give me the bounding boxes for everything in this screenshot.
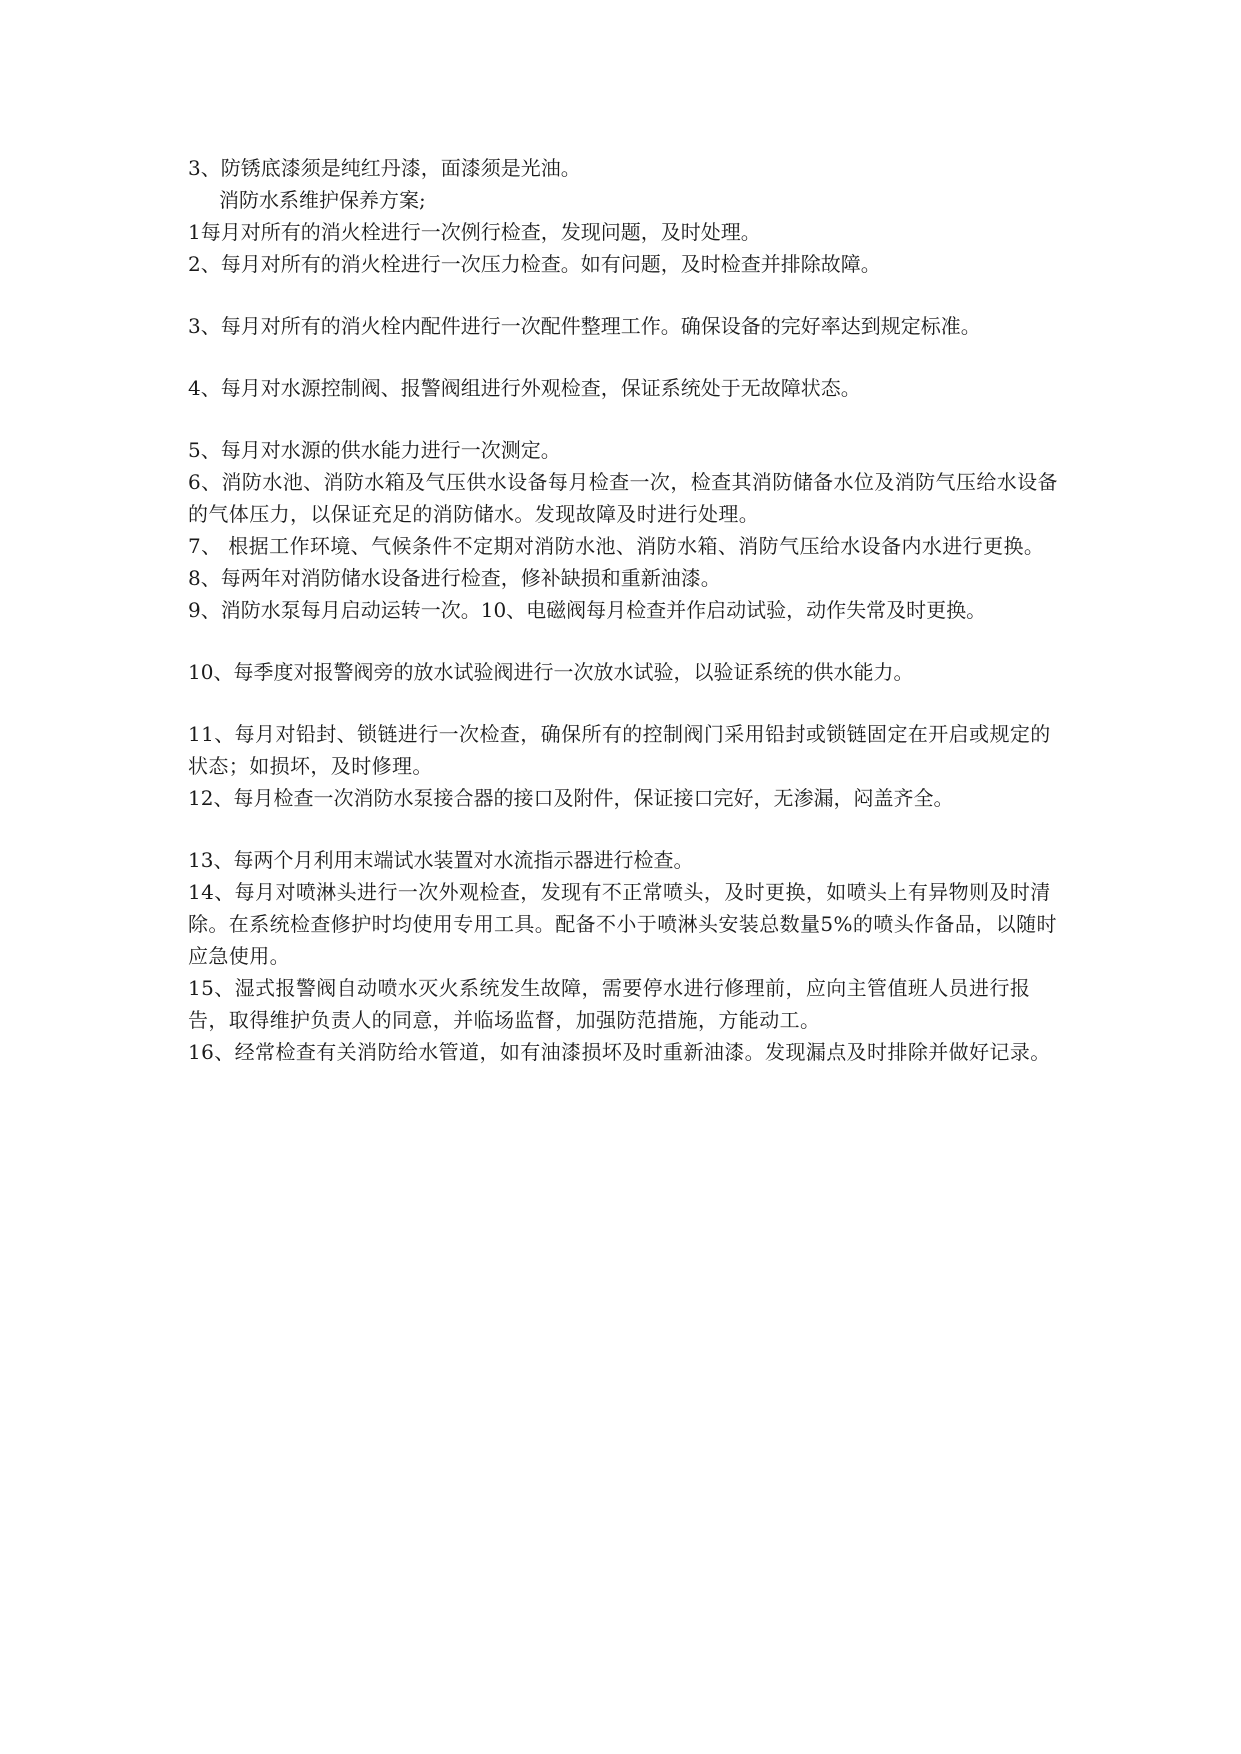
- section-heading: 消防水系维护保养方案;: [219, 188, 426, 212]
- paragraph-primer-paint: 3、防锈底漆须是纯红丹漆，面漆须是光油。: [188, 156, 581, 180]
- paragraph-item-16: 16、经常检查有关消防给水管道，如有油漆损坏及时重新油漆。发现漏点及时排除并做好记录。: [188, 1040, 1051, 1064]
- paragraph-item-14: 14、每月对喷淋头进行一次外观检查，发现有不正常喷头，及时更换，如喷头上有异物则及时清除。在系统检查修护时均使用专用工具。配备不小于喷淋头安装总数量5%的喷头作备品，以随时应急使用。: [188, 880, 1057, 968]
- paragraph-item-11: 11、每月对铅封、锁链进行一次检查，确保所有的控制阀门采用铅封或锁链固定在开启或规定的状态；如损坏，及时修理。: [188, 722, 1051, 778]
- paragraph-item-8: 8、每两年对消防储水设备进行检查，修补缺损和重新油漆。: [188, 566, 721, 590]
- document-body: [188, 152, 1064, 1068]
- paragraph-item-10: 10、每季度对报警阀旁的放水试验阀进行一次放水试验，以验证系统的供水能力。: [188, 660, 914, 684]
- paragraph-item-13: 13、每两个月利用末端试水装置对水流指示器进行检查。: [188, 848, 694, 872]
- paragraph-item-7: 7、 根据工作环境、气候条件不定期对消防水池、消防水箱、消防气压给水设备内水进行更换。: [188, 534, 1045, 558]
- paragraph-item-12: 12、每月检查一次消防水泵接合器的接口及附件，保证接口完好，无渗漏，闷盖齐全。: [188, 786, 954, 810]
- paragraph-item-6: 6、消防水池、消防水箱及气压供水设备每月检查一次，检查其消防储备水位及消防气压给水设备的气体压力，以保证充足的消防储水。发现故障及时进行处理。: [188, 470, 1058, 526]
- paragraph-item-5: 5、每月对水源的供水能力进行一次测定。: [188, 438, 561, 462]
- paragraph-item-15: 15、湿式报警阀自动喷水灭火系统发生故障，需要停水进行修理前，应向主管值班人员进行报告，取得维护负责人的同意，并临场监督，加强防范措施，方能动工。: [188, 976, 1031, 1032]
- paragraph-item-4: 4、每月对水源控制阀、报警阀组进行外观检查，保证系统处于无故障状态。: [188, 376, 861, 400]
- paragraph-item-3: 3、每月对所有的消火栓内配件进行一次配件整理工作。确保设备的完好率达到规定标准。: [188, 314, 981, 338]
- paragraph-item-1: 1每月对所有的消火栓进行一次例行检查，发现问题，及时处理。: [188, 220, 761, 244]
- paragraph-item-9: 9、消防水泵每月启动运转一次。10、电磁阀每月检查并作启动试验，动作失常及时更换。: [188, 598, 987, 622]
- paragraph-item-2: 2、每月对所有的消火栓进行一次压力检查。如有问题，及时检查并排除故障。: [188, 252, 881, 276]
